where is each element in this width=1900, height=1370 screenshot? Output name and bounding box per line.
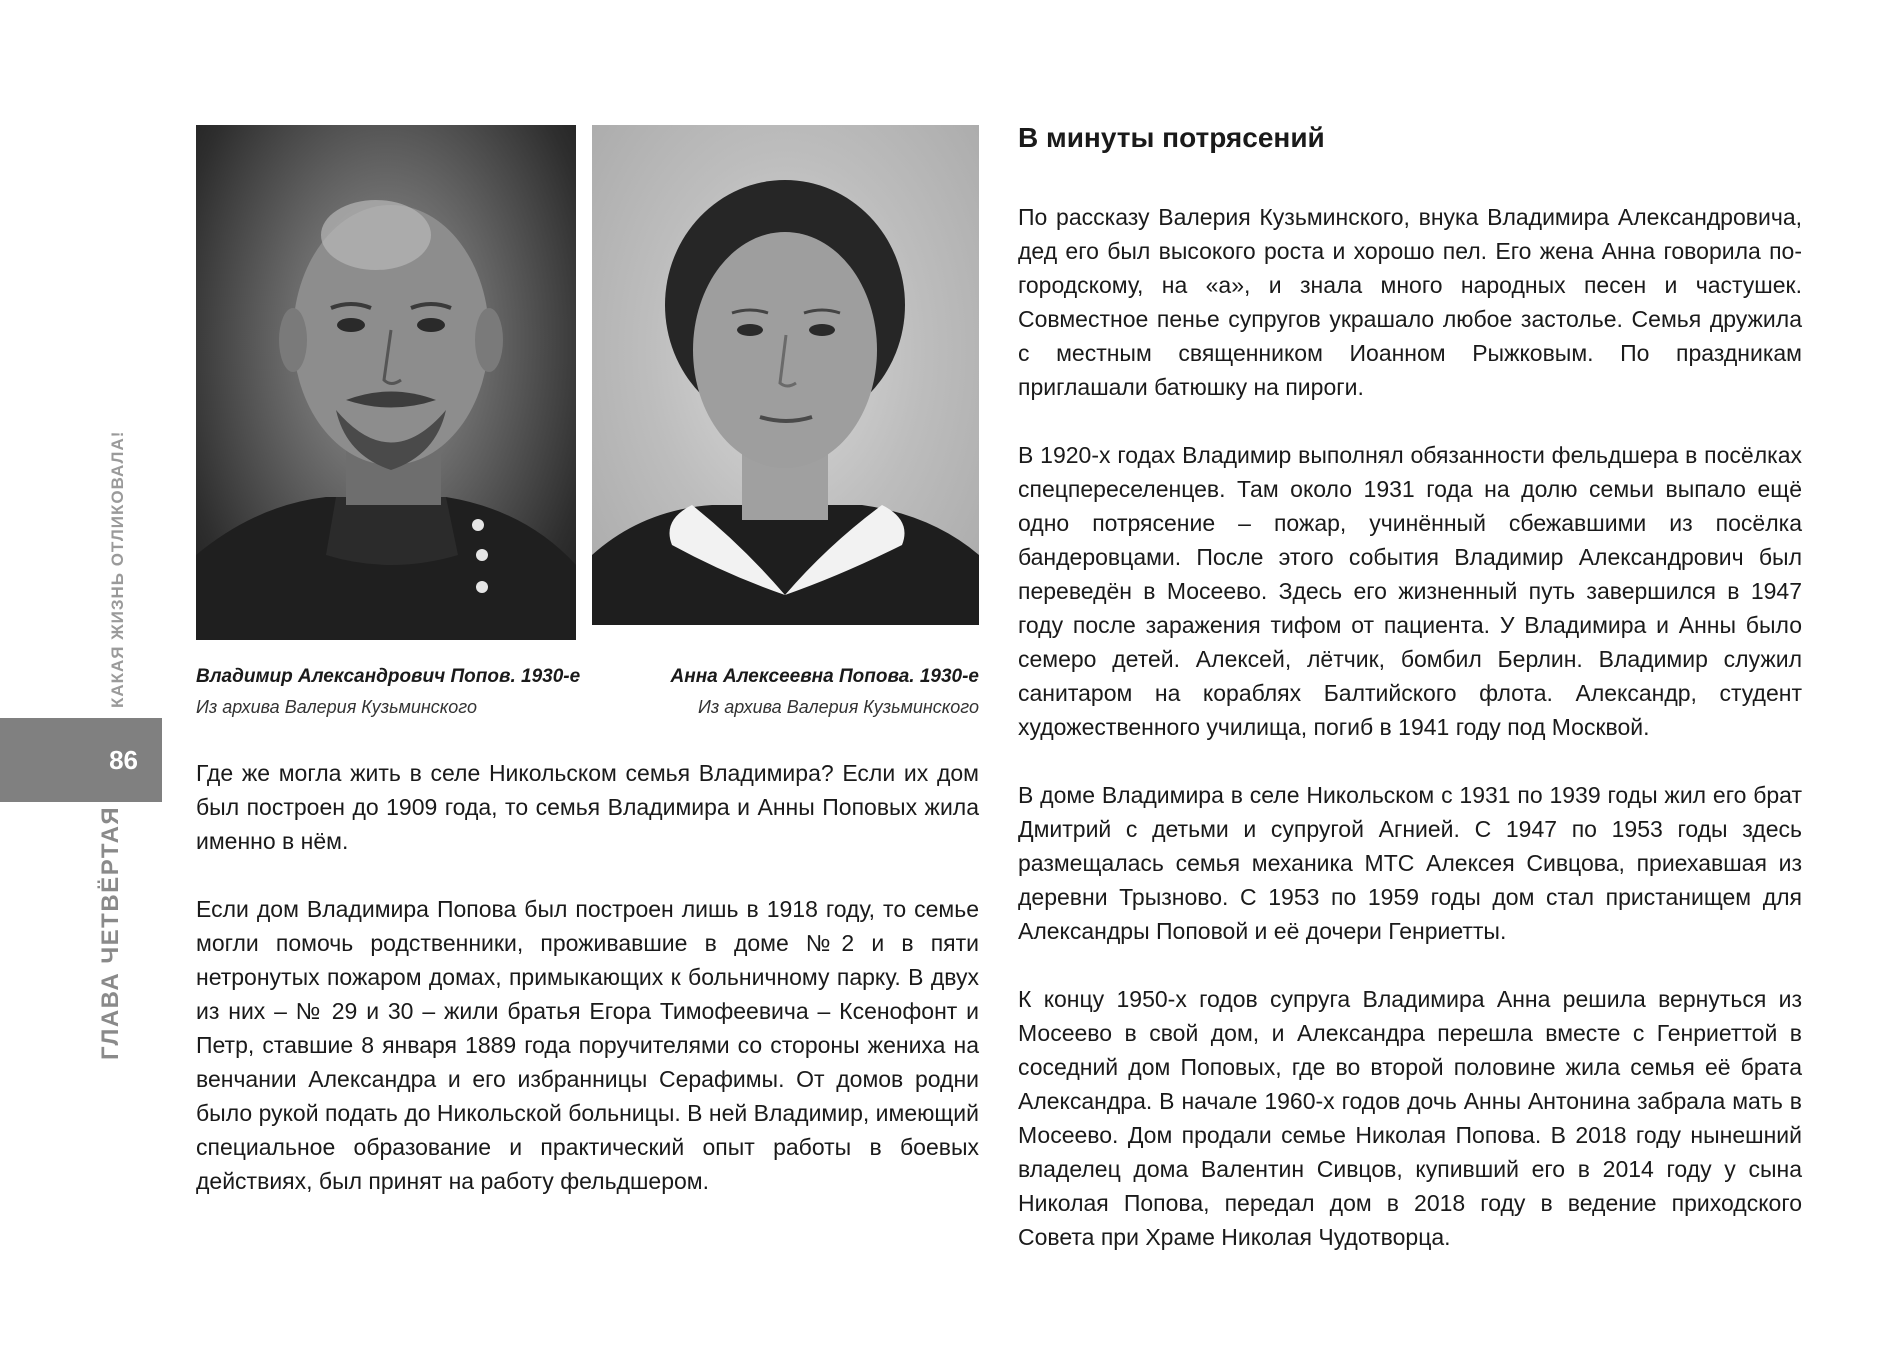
chapter-label: ГЛАВА ЧЕТВЁРТАЯ (97, 805, 124, 1060)
book-title-label: КАКАЯ ЖИЗНЬ ОТЛИКОВАЛА! (108, 430, 127, 708)
paragraph: К концу 1950-х годов супруга Владимира Анна решила вернуться из Мосеево в свой дом, и Александра перешла вместе с Генриеттой в соседний дом Поповых, где во второй половине жила семья её брата Александра. В начале 1960-х годов дочь Анны Антонина забрала мать в Мосеево. Дом продали семье Николая Попова. В 2018 году нынешний владелец дома Валентин Сивцов, купивший его в 2014 году у сына Николая Попова, передал дом в 2018 году в ведение приходского Совета при Храме Николая Чудотворца. (1018, 986, 1802, 1250)
portrait-woman-illustration (592, 125, 979, 625)
paragraph: Если дом Владимира Попова был построен лишь в 1918 году, то семье могли помочь родственники, проживавшие в доме №2 и в пяти нетронутых пожаром домах, примыкающих к больничному парку. В двух из них – № 29 и 30 – жили братья Егора Тимофеевича – Ксенофонт и Петр, ставшие 8 января 1889 года поручителями со стороны жениха на венчании Александра и его избранницы Серафимы. От домов родни было рукой подать до Никольской больницы. В ней Владимир, имеющий специальное образование и практический опыт работы в боевых действиях, был принят на работу фельдшером. (196, 896, 979, 1194)
page-number-tab (0, 718, 162, 802)
section-heading: В минуты потрясений (1018, 122, 1325, 153)
right-column-text (1018, 200, 1802, 1288)
caption-title-anna: Анна Алексеевна Попова. 1930-е (670, 666, 979, 687)
portrait-photo-anna (592, 125, 979, 625)
caption-source-vladimir: Из архива Валерия Кузьминского (196, 697, 477, 717)
page-number: 86 (109, 744, 138, 775)
paragraph: В доме Владимира в селе Никольском с 1931 по 1939 годы жил его брат Дмитрий с детьми и супругой Агнией. С 1947 по 1953 годы здесь размещалась семья механика МТС Алексея Сивцова, приехавшая из деревни Трызново. С 1953 по 1959 годы дом стал пристанищем для Александры Поповой и её дочери Генриетты. (1018, 782, 1802, 944)
paragraph: По рассказу Валерия Кузьминского, внука Владимира Александровича, дед его был высокого роста и хорошо пел. Его жена Анна говорила по-городскому, на «а», и знала много народных песен и частушек. Совместное пенье супругов украшало любое застолье. Семья дружила с местным священником Иоанном Рыжковым. По праздникам приглашали батюшку на пироги. (1018, 204, 1802, 400)
left-column-text (196, 756, 979, 1232)
portrait-photo-vladimir (196, 125, 576, 640)
caption-source-anna: Из архива Валерия Кузьминского (698, 697, 979, 717)
paragraph: Где же могла жить в селе Никольском семья Владимира? Если их дом был построен до 1909 года, то семья Владимира и Анны Поповых жила именно в нём. (196, 760, 979, 854)
paragraph: В 1920-х годах Владимир выполнял обязанности фельдшера в посёлках спецпереселенцев. Там около 1931 года на долю семьи выпало ещё одно потрясение – пожар, учинённый сбежавшими из посёлка бандеровцами. После этого события Владимир Александрович был переведён в Мосеево. Здесь его жизненный путь завершился в 1947 году после заражения тифом от пациента. У Владимира и Анны было семеро детей. Алексей, лётчик, бомбил Берлин. Владимир служил санитаром на кораблях Балтийского флота. Александр, студент художественного училища, погиб в 1941 году под Москвой. (1018, 442, 1802, 740)
portrait-man-illustration (196, 125, 576, 640)
caption-title-vladimir: Владимир Александрович Попов. 1930-е (196, 666, 581, 687)
